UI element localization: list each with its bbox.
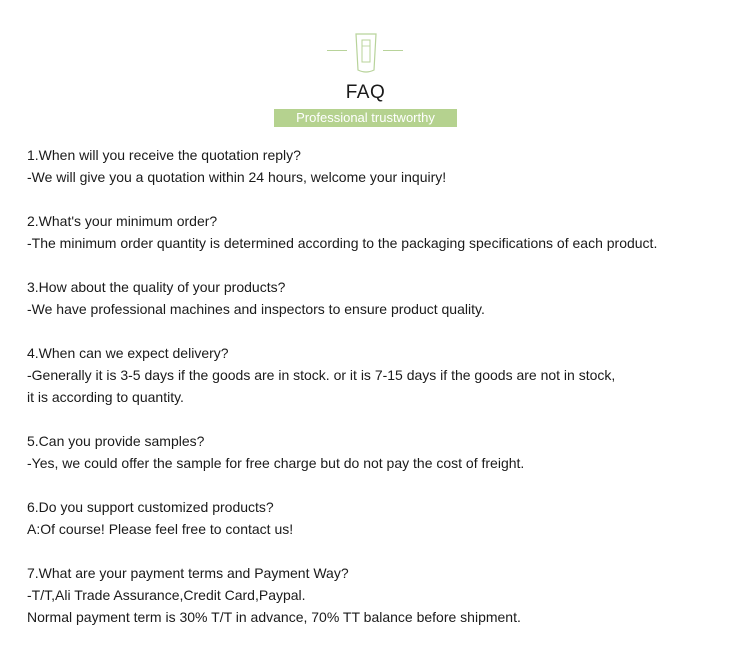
header-divider-right	[383, 50, 403, 51]
faq-answer: -The minimum order quantity is determined according to the packaging specifications of each product.	[27, 235, 658, 251]
faq-item	[27, 342, 727, 408]
cup-icon	[353, 30, 379, 76]
faq-answer: -Generally it is 3-5 days if the goods are in stock. or it is 7-15 days if the goods are not in stock,	[27, 367, 616, 383]
faq-item	[27, 210, 727, 254]
faq-answer: -T/T,Ali Trade Assurance,Credit Card,Paypal.	[27, 587, 306, 603]
faq-question: 3.How about the quality of your products?	[27, 279, 286, 295]
faq-question: 4.When can we expect delivery?	[27, 345, 229, 361]
faq-question: 2.What's your minimum order?	[27, 213, 218, 229]
faq-item	[27, 144, 727, 188]
faq-item	[27, 276, 727, 320]
faq-header	[0, 0, 750, 130]
faq-item	[27, 430, 727, 474]
faq-answer: -We will give you a quotation within 24 hours, welcome your inquiry!	[27, 169, 447, 185]
faq-answer: A:Of course! Please feel free to contact us!	[27, 521, 294, 537]
faq-list	[27, 144, 727, 650]
faq-answer: it is according to quantity.	[27, 389, 184, 405]
header-divider-left	[327, 50, 347, 51]
faq-question: 7.What are your payment terms and Payment Way?	[27, 565, 349, 581]
faq-answer: -Yes, we could offer the sample for free charge but do not pay the cost of freight.	[27, 455, 525, 471]
faq-question: 5.Can you provide samples?	[27, 433, 205, 449]
faq-answer: -We have professional machines and inspectors to ensure product quality.	[27, 301, 485, 317]
faq-answer: Normal payment term is 30% T/T in advance, 70% TT balance before shipment.	[27, 609, 521, 625]
faq-question: 1.When will you receive the quotation reply?	[27, 147, 301, 163]
faq-item	[27, 562, 727, 628]
faq-item	[27, 496, 727, 540]
page-title: FAQ	[345, 82, 386, 103]
tagline-badge: Professional trustworthy	[274, 109, 457, 127]
faq-question: 6.Do you support customized products?	[27, 499, 274, 515]
